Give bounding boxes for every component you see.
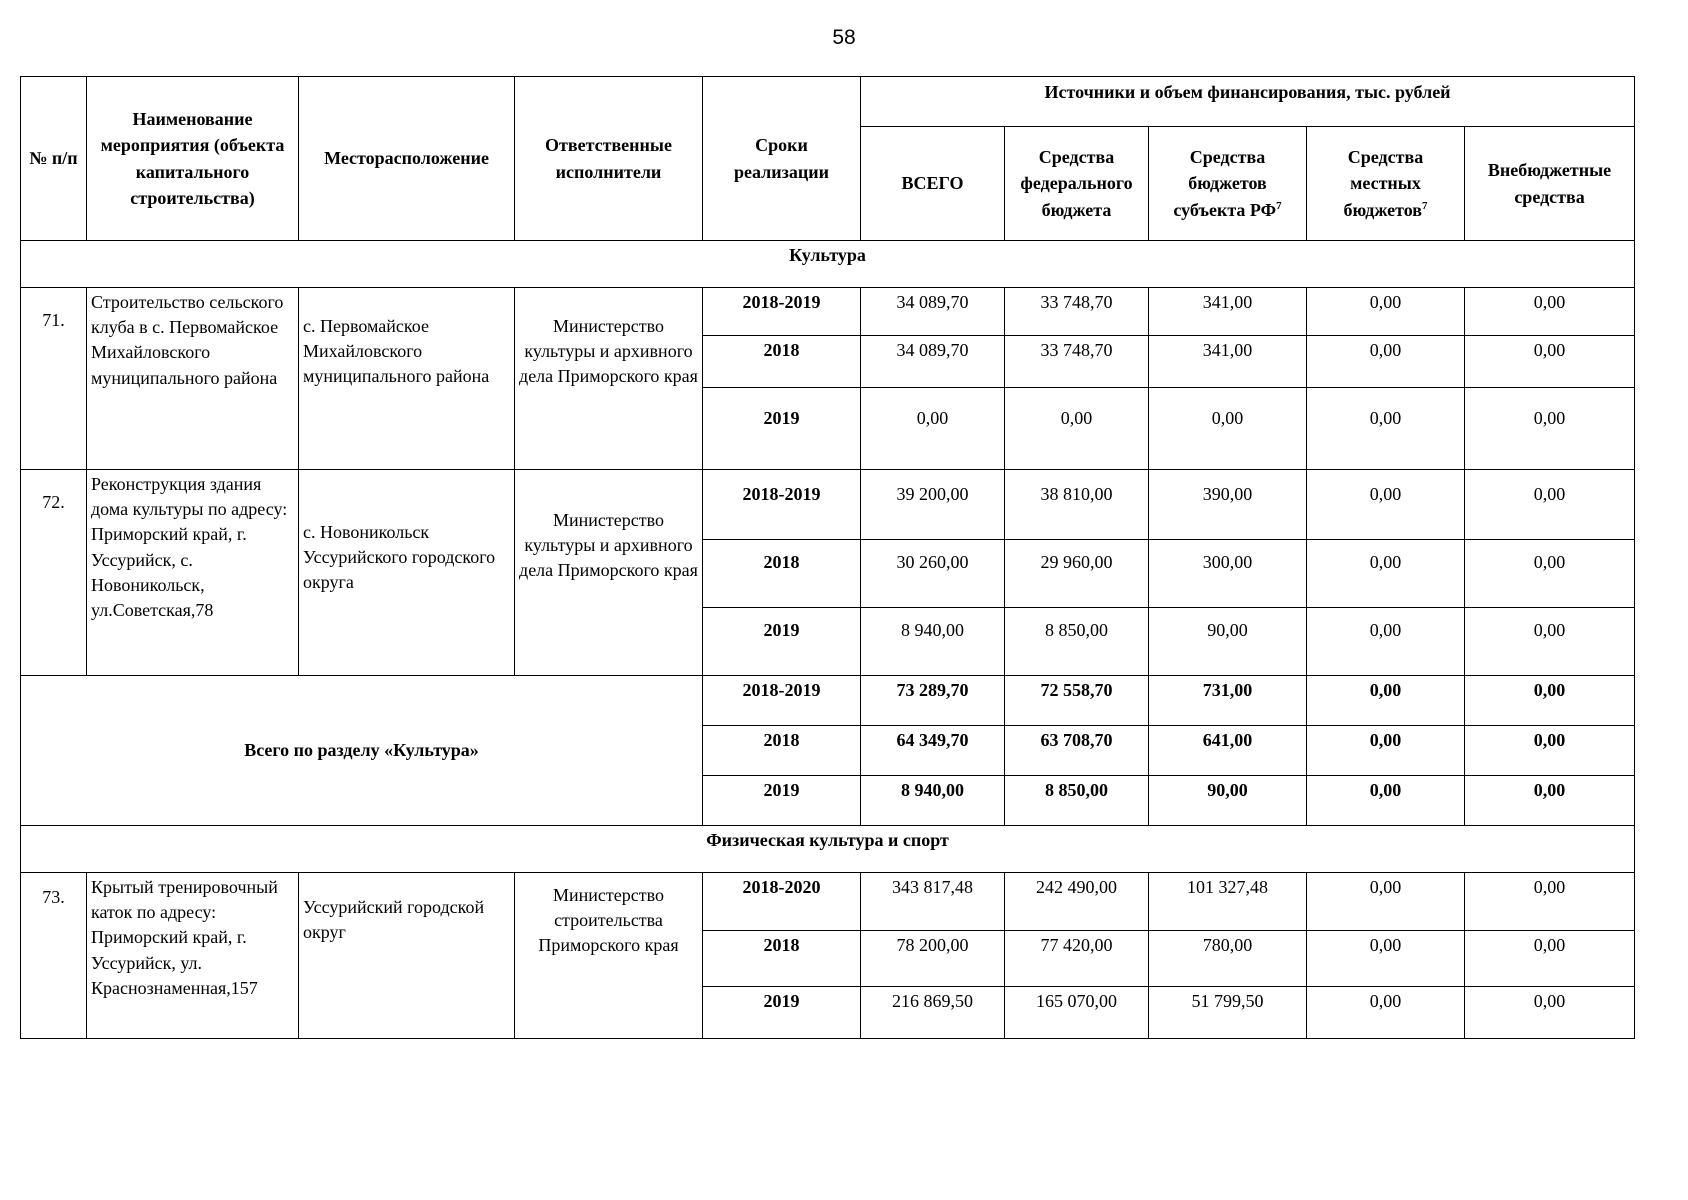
item-number: 73. xyxy=(21,873,87,1039)
item-number: 72. xyxy=(21,470,87,676)
item-location: Уссурийский городской округ xyxy=(299,873,515,1039)
local-cell: 0,00 xyxy=(1307,608,1465,676)
federal-cell: 8 850,00 xyxy=(1005,776,1149,826)
section-title: Культура xyxy=(21,241,1635,288)
local-cell: 0,00 xyxy=(1307,726,1465,776)
offbudget-cell: 0,00 xyxy=(1465,288,1635,336)
financing-table xyxy=(20,76,1635,1039)
total-cell: 216 869,50 xyxy=(861,987,1005,1039)
local-cell: 0,00 xyxy=(1307,931,1465,987)
item-responsible: Министерство культуры и архивного дела Приморского края xyxy=(515,470,703,676)
period-cell: 2018-2020 xyxy=(703,873,861,931)
table-row xyxy=(21,288,1635,336)
subject-cell: 641,00 xyxy=(1149,726,1307,776)
period-cell: 2018 xyxy=(703,931,861,987)
federal-cell: 72 558,70 xyxy=(1005,676,1149,726)
subject-cell: 390,00 xyxy=(1149,470,1307,540)
offbudget-cell: 0,00 xyxy=(1465,726,1635,776)
federal-cell: 38 810,00 xyxy=(1005,470,1149,540)
subject-cell: 300,00 xyxy=(1149,540,1307,608)
federal-cell: 33 748,70 xyxy=(1005,336,1149,388)
item-name: Крытый тренировочный каток по адресу: Приморский край, г. Уссурийск, ул. Краснознаменная,157 xyxy=(87,873,299,1039)
header-responsible: Ответственные исполнители xyxy=(515,77,703,241)
federal-cell: 242 490,00 xyxy=(1005,873,1149,931)
local-cell: 0,00 xyxy=(1307,873,1465,931)
header-subject xyxy=(1149,127,1307,241)
total-cell: 73 289,70 xyxy=(861,676,1005,726)
subject-cell: 341,00 xyxy=(1149,288,1307,336)
total-cell: 34 089,70 xyxy=(861,288,1005,336)
total-cell: 78 200,00 xyxy=(861,931,1005,987)
federal-cell: 77 420,00 xyxy=(1005,931,1149,987)
subject-cell: 341,00 xyxy=(1149,336,1307,388)
summary-row xyxy=(21,676,1635,726)
header-financing: Источники и объем финансирования, тыс. рублей xyxy=(861,77,1635,127)
header-local-footnote: 7 xyxy=(1422,199,1428,212)
federal-cell: 8 850,00 xyxy=(1005,608,1149,676)
local-cell: 0,00 xyxy=(1307,288,1465,336)
offbudget-cell: 0,00 xyxy=(1465,776,1635,826)
period-cell: 2019 xyxy=(703,776,861,826)
total-cell: 30 260,00 xyxy=(861,540,1005,608)
local-cell: 0,00 xyxy=(1307,676,1465,726)
subject-cell: 780,00 xyxy=(1149,931,1307,987)
table-row xyxy=(21,873,1635,931)
period-cell: 2018-2019 xyxy=(703,470,861,540)
item-name: Строительство сельского клуба в с. Первомайское Михайловского муниципального района xyxy=(87,288,299,470)
period-cell: 2018-2019 xyxy=(703,676,861,726)
total-cell: 39 200,00 xyxy=(861,470,1005,540)
local-cell: 0,00 xyxy=(1307,776,1465,826)
offbudget-cell: 0,00 xyxy=(1465,608,1635,676)
header-total: ВСЕГО xyxy=(861,127,1005,241)
total-cell: 343 817,48 xyxy=(861,873,1005,931)
local-cell: 0,00 xyxy=(1307,470,1465,540)
subject-cell: 90,00 xyxy=(1149,776,1307,826)
section-row-culture xyxy=(21,241,1635,288)
subject-cell: 0,00 xyxy=(1149,388,1307,470)
period-cell: 2018 xyxy=(703,726,861,776)
subject-cell: 731,00 xyxy=(1149,676,1307,726)
offbudget-cell: 0,00 xyxy=(1465,987,1635,1039)
header-location: Месторасположение xyxy=(299,77,515,241)
total-cell: 8 940,00 xyxy=(861,608,1005,676)
subject-cell: 51 799,50 xyxy=(1149,987,1307,1039)
item-name: Реконструкция здания дома культуры по адресу: Приморский край, г. Уссурийск, с. Новоникольск, ул.Советская,78 xyxy=(87,470,299,676)
item-location: с. Новоникольск Уссурийского городского округа xyxy=(299,470,515,676)
offbudget-cell: 0,00 xyxy=(1465,931,1635,987)
local-cell: 0,00 xyxy=(1307,388,1465,470)
period-cell: 2018 xyxy=(703,336,861,388)
header-local-text: Средства местных бюджетов xyxy=(1343,147,1424,220)
total-cell: 8 940,00 xyxy=(861,776,1005,826)
offbudget-cell: 0,00 xyxy=(1465,470,1635,540)
item-number: 71. xyxy=(21,288,87,470)
period-cell: 2019 xyxy=(703,608,861,676)
subject-cell: 90,00 xyxy=(1149,608,1307,676)
header-num: № п/п xyxy=(21,77,87,241)
total-cell: 34 089,70 xyxy=(861,336,1005,388)
period-cell: 2019 xyxy=(703,987,861,1039)
offbudget-cell: 0,00 xyxy=(1465,676,1635,726)
subject-cell: 101 327,48 xyxy=(1149,873,1307,931)
federal-cell: 165 070,00 xyxy=(1005,987,1149,1039)
local-cell: 0,00 xyxy=(1307,540,1465,608)
header-subject-footnote: 7 xyxy=(1276,199,1282,212)
offbudget-cell: 0,00 xyxy=(1465,336,1635,388)
period-cell: 2018 xyxy=(703,540,861,608)
period-cell: 2018-2019 xyxy=(703,288,861,336)
item-responsible: Министерство строительства Приморского края xyxy=(515,873,703,1039)
section-title: Физическая культура и спорт xyxy=(21,826,1635,873)
section-row-sport xyxy=(21,826,1635,873)
offbudget-cell: 0,00 xyxy=(1465,873,1635,931)
federal-cell: 63 708,70 xyxy=(1005,726,1149,776)
item-responsible: Министерство культуры и архивного дела Приморского края xyxy=(515,288,703,470)
header-subject-text: Средства бюджетов субъекта РФ xyxy=(1173,147,1277,220)
table-row xyxy=(21,470,1635,540)
local-cell: 0,00 xyxy=(1307,336,1465,388)
federal-cell: 33 748,70 xyxy=(1005,288,1149,336)
page-number: 58 xyxy=(832,26,856,49)
header-offbudget: Внебюджетные средства xyxy=(1465,127,1635,241)
offbudget-cell: 0,00 xyxy=(1465,540,1635,608)
header-federal: Средства федерального бюджета xyxy=(1005,127,1149,241)
item-location: с. Первомайское Михайловского муниципального района xyxy=(299,288,515,470)
federal-cell: 29 960,00 xyxy=(1005,540,1149,608)
total-cell: 0,00 xyxy=(861,388,1005,470)
period-cell: 2019 xyxy=(703,388,861,470)
local-cell: 0,00 xyxy=(1307,987,1465,1039)
header-name: Наименование мероприятия (объекта капитального строительства) xyxy=(87,77,299,241)
header-period: Сроки реализации xyxy=(703,77,861,241)
federal-cell: 0,00 xyxy=(1005,388,1149,470)
summary-label: Всего по разделу «Культура» xyxy=(21,676,703,826)
total-cell: 64 349,70 xyxy=(861,726,1005,776)
header-local xyxy=(1307,127,1465,241)
offbudget-cell: 0,00 xyxy=(1465,388,1635,470)
